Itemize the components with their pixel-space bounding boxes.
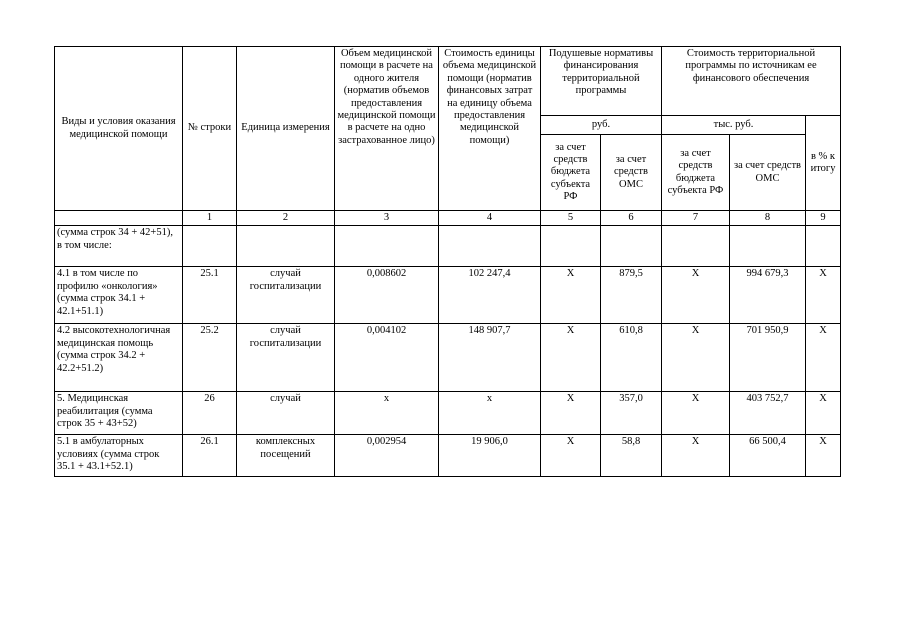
cell-row-no: 25.1: [183, 267, 237, 324]
cell-pc-budget: X: [541, 267, 601, 324]
cell-pc-oms: 610,8: [601, 324, 662, 392]
table-row: [55, 226, 841, 267]
column-number: 9: [806, 211, 841, 226]
cell-pc-budget: X: [541, 435, 601, 477]
cell-kind: 5. Медицинская реабилитация (сумма строк 35 + 43+52): [55, 392, 183, 435]
column-numbers-row: [55, 211, 841, 226]
header-unit-thousand-rub: тыс. руб.: [662, 116, 806, 135]
cell-cost: 148 907,7: [439, 324, 541, 392]
cell-pc-budget: X: [541, 392, 601, 435]
table-row: [55, 435, 841, 477]
header-tc-budget: за счет средств бюджета субъекта РФ: [662, 135, 730, 211]
cell-cost: 102 247,4: [439, 267, 541, 324]
cell-row-no: 26: [183, 392, 237, 435]
header-pc-budget: за счет средств бюджета субъекта РФ: [541, 135, 601, 211]
header-unit-rub: руб.: [541, 116, 662, 135]
table-row: [55, 267, 841, 324]
cell-pc-budget: [541, 226, 601, 267]
column-number: 1: [183, 211, 237, 226]
cell-kind: 4.2 высокотехнологичная медицинская помощь (сумма строк 34.2 + 42.2+51.2): [55, 324, 183, 392]
header-row-no: № строки: [183, 47, 237, 211]
cell-tc-oms: 403 752,7: [730, 392, 806, 435]
column-number: 7: [662, 211, 730, 226]
header-volume: Объем медицинской помощи в расчете на одного жителя (норматив объемов предоставления медицинской помощи в расчете на одно застрахованное лицо): [335, 47, 439, 211]
cell-unit: случай госпитализации: [237, 324, 335, 392]
column-number: [55, 211, 183, 226]
cell-tc-budget: X: [662, 324, 730, 392]
cell-volume: [335, 226, 439, 267]
cell-pc-budget: X: [541, 324, 601, 392]
cell-percent: X: [806, 435, 841, 477]
table-row: [55, 392, 841, 435]
cell-pc-oms: 58,8: [601, 435, 662, 477]
cell-tc-oms: 701 950,9: [730, 324, 806, 392]
cell-tc-oms: 66 500,4: [730, 435, 806, 477]
cell-kind: (сумма строк 34 + 42+51), в том числе:: [55, 226, 183, 267]
cell-volume: 0,004102: [335, 324, 439, 392]
cell-unit: [237, 226, 335, 267]
column-number: 2: [237, 211, 335, 226]
header-cost: Стоимость единицы объема медицинской помощи (норматив финансовых затрат на единицу объема предоставления медицинской помощи): [439, 47, 541, 211]
table-row: [55, 324, 841, 392]
cell-tc-oms: [730, 226, 806, 267]
cell-unit: случай: [237, 392, 335, 435]
cell-kind: 4.1 в том числе по профилю «онкология» (сумма строк 34.1 + 42.1+51.1): [55, 267, 183, 324]
cell-tc-budget: [662, 226, 730, 267]
cell-row-no: 26.1: [183, 435, 237, 477]
header-tc-oms: за счет средств ОМС: [730, 135, 806, 211]
header-unit: Единица измерения: [237, 47, 335, 211]
cell-unit: комплексных посещений: [237, 435, 335, 477]
header-kind: Виды и условия оказания медицинской помощи: [55, 47, 183, 211]
cell-kind: 5.1 в амбулаторных условиях (сумма строк 35.1 + 43.1+52.1): [55, 435, 183, 477]
cell-unit: случай госпитализации: [237, 267, 335, 324]
cell-pc-oms: 357,0: [601, 392, 662, 435]
column-number: 3: [335, 211, 439, 226]
cell-percent: X: [806, 392, 841, 435]
column-number: 4: [439, 211, 541, 226]
cell-percent: [806, 226, 841, 267]
cell-volume: 0,008602: [335, 267, 439, 324]
cell-tc-budget: X: [662, 267, 730, 324]
header-territorial-cost: Стоимость территориальной программы по источникам ее финансового обеспечения: [662, 47, 841, 116]
cell-cost: [439, 226, 541, 267]
column-number: 8: [730, 211, 806, 226]
header-percent-total: в % к итогу: [806, 116, 841, 211]
cell-volume: х: [335, 392, 439, 435]
header-per-capita: Подушевые нормативы финансирования территориальной программы: [541, 47, 662, 116]
cell-pc-oms: 879,5: [601, 267, 662, 324]
cell-pc-oms: [601, 226, 662, 267]
financing-table: [54, 46, 841, 477]
column-number: 5: [541, 211, 601, 226]
cell-cost: 19 906,0: [439, 435, 541, 477]
header-pc-oms: за счет средств ОМС: [601, 135, 662, 211]
cell-row-no: [183, 226, 237, 267]
cell-row-no: 25.2: [183, 324, 237, 392]
column-number: 6: [601, 211, 662, 226]
cell-volume: 0,002954: [335, 435, 439, 477]
cell-tc-oms: 994 679,3: [730, 267, 806, 324]
cell-tc-budget: X: [662, 435, 730, 477]
cell-cost: х: [439, 392, 541, 435]
cell-percent: X: [806, 267, 841, 324]
cell-tc-budget: X: [662, 392, 730, 435]
cell-percent: X: [806, 324, 841, 392]
